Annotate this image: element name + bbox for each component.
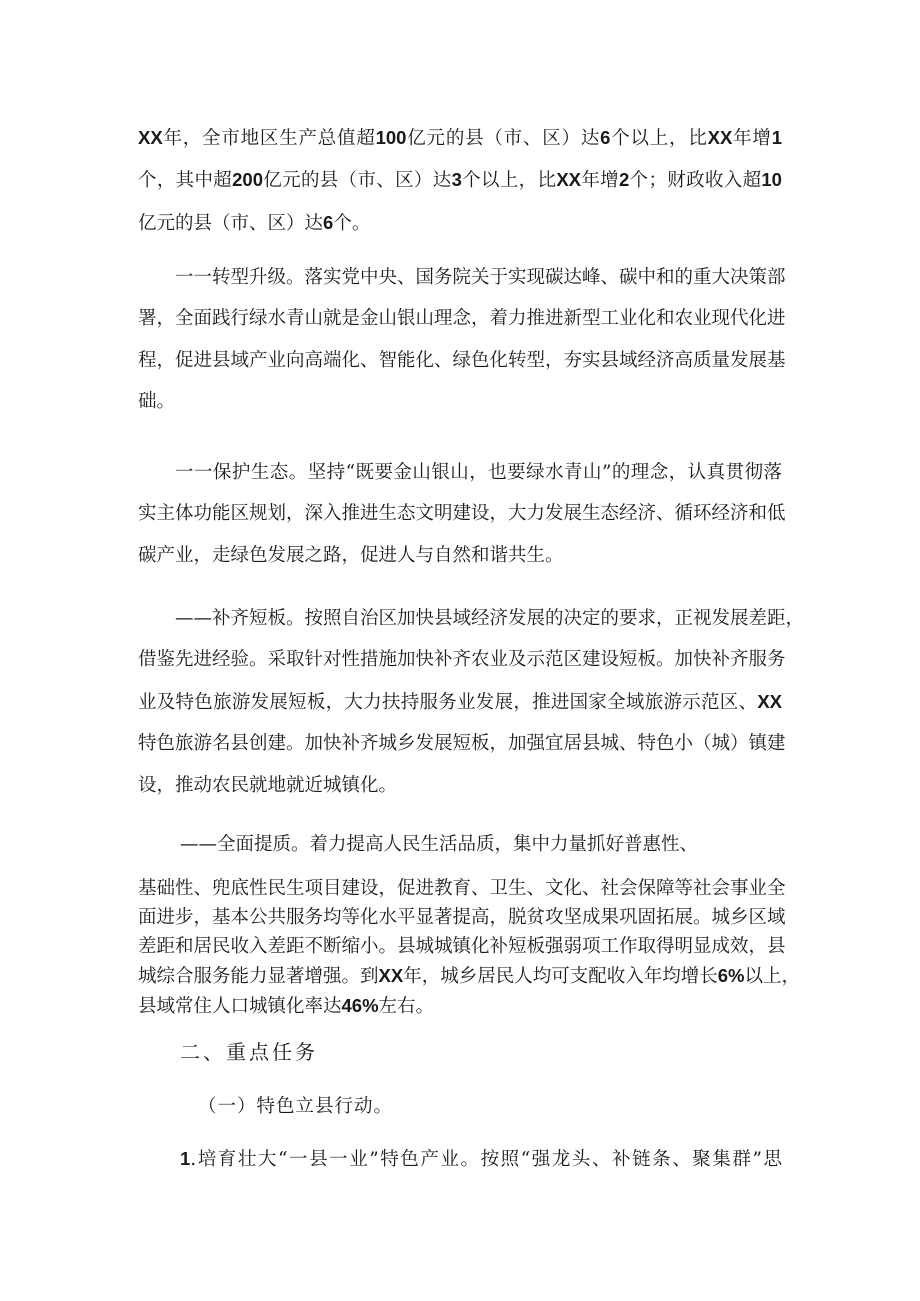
paragraph-ecology <box>138 452 786 576</box>
text-line: 县域常住人口城镇化率达46%左右。 <box>138 995 435 1017</box>
text-line: XX年，全市地区生产总值超100亿元的县（市、区）达6个以上，比XX年增1 <box>138 127 782 149</box>
paragraph-item-1 <box>138 1138 782 1180</box>
text-line: 1.培育壮大“一县一业”特色产业。按照“强龙头、补链条、聚集群”思 <box>180 1148 782 1170</box>
paragraph-quality <box>138 824 782 865</box>
paragraph-quality-continued <box>138 874 800 1021</box>
text-line: 程，促进县域产业向高端化、智能化、绿色化转型，夯实县域经济高质量发展基 <box>138 349 786 371</box>
text-line: ——全面提质。着力提高人民生活品质，集中力量抓好普惠性、 <box>180 834 699 855</box>
paragraph-shortcomings <box>138 598 805 806</box>
text-line: 设，推动农民就地就近城镇化。 <box>138 774 398 796</box>
text-line: 署，全面践行绿水青山就是金山银山理念，着力推进新型工业化和农业现代化进 <box>138 308 786 330</box>
text-line: 基础性、兜底性民生项目建设，促进教育、卫生、文化、社会保障等社会事业全 <box>138 878 786 899</box>
paragraph-targets <box>138 117 782 244</box>
paragraph-transformation <box>138 257 786 423</box>
text-line: 个，其中超200亿元的县（市、区）达3个以上，比XX年增2个；财政收入超10 <box>138 169 782 192</box>
text-line: 城综合服务能力显著增强。到XX年，城乡居民人均可支配收入年均增长6%以上， <box>138 965 800 987</box>
text-line: 亿元的县（市、区）达6个。 <box>138 211 371 234</box>
text-line: 碳产业，走绿色发展之路，促进人与自然和谐共生。 <box>138 544 564 566</box>
subsection-heading: （一）特色立县行动。 <box>198 1096 394 1117</box>
text-line: 业及特色旅游发展短板，大力扶持服务业发展，推进国家全域旅游示范区、XX <box>138 690 782 713</box>
text-line: 借鉴先进经验。采取针对性措施加快补齐农业及示范区建设短板。加快补齐服务 <box>138 649 786 671</box>
section-heading: 二、重点任务 <box>180 1040 318 1064</box>
text-line: ——补齐短板。按照自治区加快县域经济发展的决定的要求，正视发展差距， <box>175 608 805 629</box>
text-line: 一一转型升级。落实党中央、国务院关于实现碳达峰、碳中和的重大决策部 <box>175 267 786 288</box>
text-line: 面进步，基本公共服务均等化水平显著提高，脱贫攻坚成果巩固拓展。城乡区域 <box>138 907 786 928</box>
text-line: 础。 <box>138 391 176 413</box>
text-line: 实主体功能区规划，深入推进生态文明建设，大力发展生态经济、循环经济和低 <box>138 503 786 525</box>
text-line: 特色旅游名县创建。加快补齐城乡发展短板，加强宜居县城、特色小（城）镇建 <box>138 733 786 755</box>
item-number: 1 <box>180 1148 191 1169</box>
text-line: 差距和居民收入差距不断缩小。县城城镇化补短板强弱项工作取得明显成效，县 <box>138 936 786 957</box>
text-line: 一一保护生态。坚持“既要金山银山，也要绿水青山”的理念，认真贯彻落 <box>175 462 782 483</box>
